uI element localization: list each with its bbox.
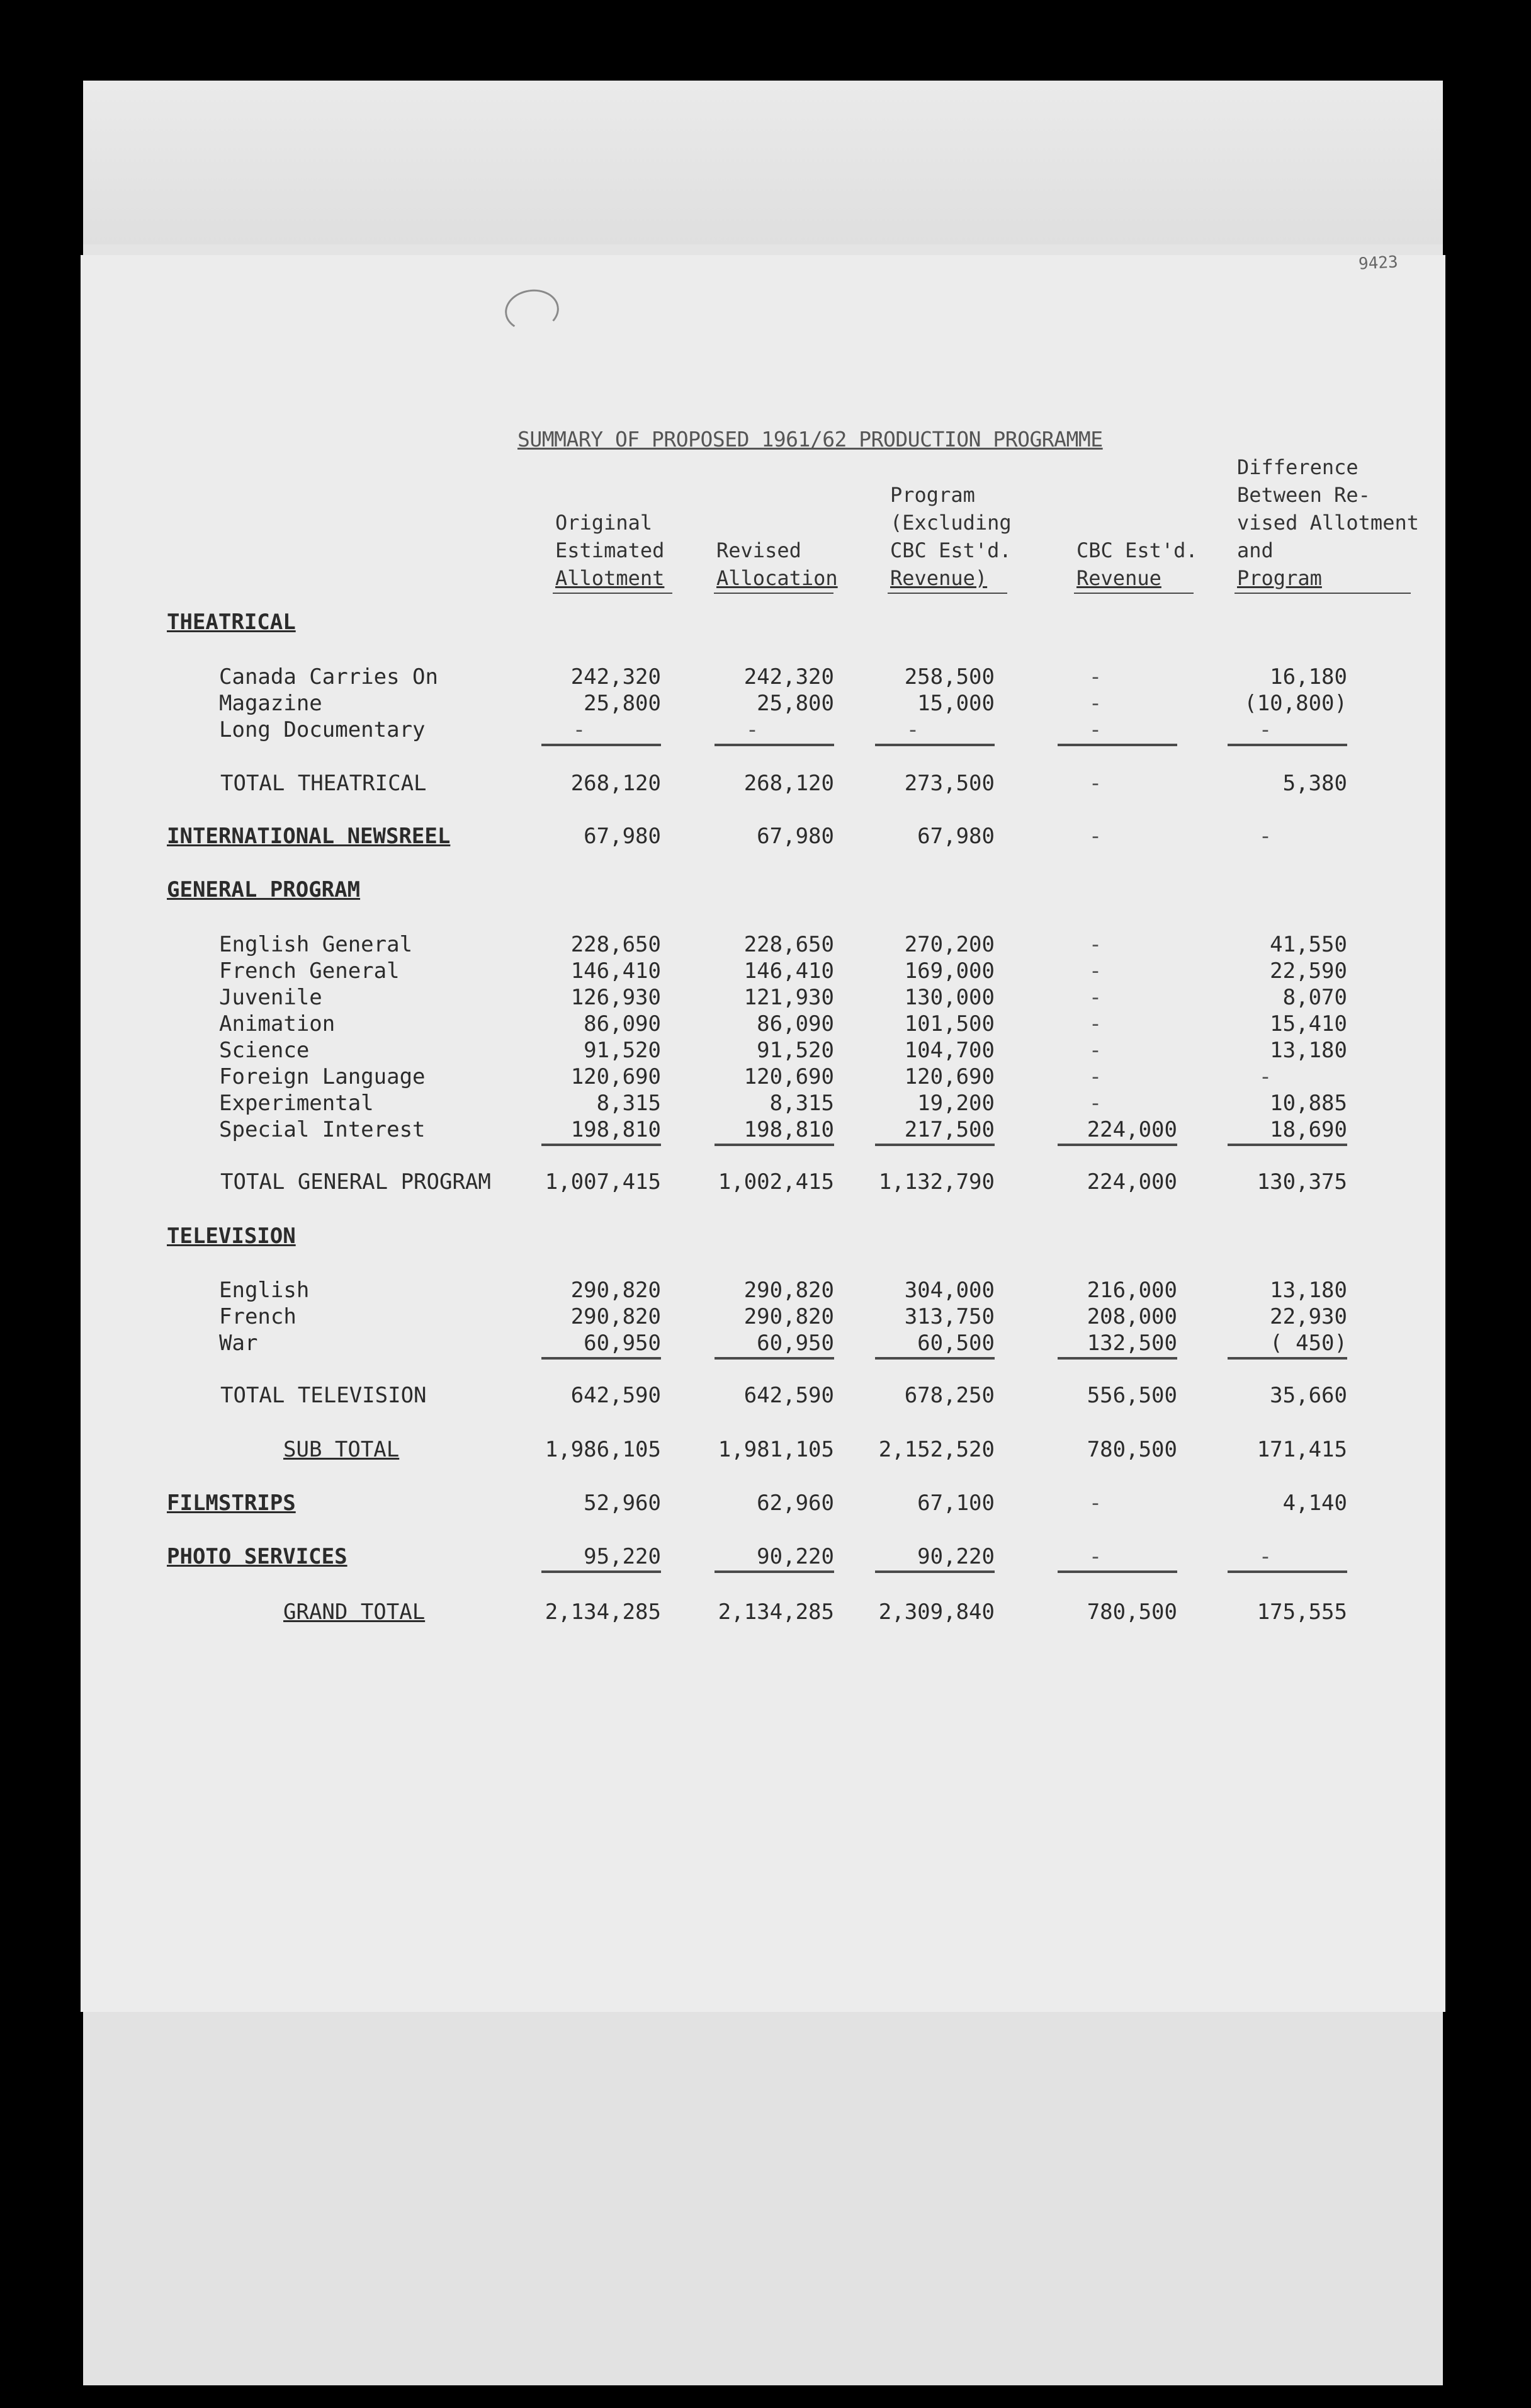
cell-value: 169,000	[904, 958, 995, 984]
row-label: Foreign Language	[219, 1064, 426, 1089]
cell-value: 678,250	[904, 1383, 995, 1408]
cell-value: 25,800	[584, 691, 661, 716]
subtotal-rule	[1058, 744, 1177, 746]
column-header-line: Difference	[1237, 455, 1359, 479]
cell-value: 126,930	[570, 985, 661, 1010]
cell-value: 242,320	[743, 664, 834, 690]
cell-value: 2,134,285	[545, 1599, 661, 1625]
cell-value: 198,810	[570, 1117, 661, 1142]
cell-value: 224,000	[1087, 1169, 1177, 1195]
cell-value: 290,820	[570, 1304, 661, 1329]
cell-value: 130,000	[904, 985, 995, 1010]
column-header-line: Program	[890, 483, 975, 507]
cell-value: 86,090	[757, 1011, 834, 1036]
cell-value: 270,200	[904, 932, 995, 957]
cell-value: 1,002,415	[718, 1169, 834, 1195]
subtotal-rule	[875, 744, 995, 746]
cell-value: 62,960	[757, 1491, 834, 1516]
cell-value: 15,410	[1270, 1011, 1347, 1036]
subtotal-rule	[715, 1357, 834, 1360]
cell-value: 91,520	[757, 1038, 834, 1063]
column-header-line: and	[1237, 538, 1274, 562]
cell-value: 60,950	[757, 1331, 834, 1356]
cell-value: 268,120	[743, 771, 834, 796]
column-header-rule	[553, 593, 672, 594]
cell-value: 120,690	[743, 1064, 834, 1089]
row-label: TOTAL THEATRICAL	[220, 771, 427, 796]
column-header-line: CBC Est'd.	[1076, 538, 1198, 562]
cell-value: 60,500	[917, 1331, 995, 1356]
cell-value: 242,320	[570, 664, 661, 690]
subtotal-rule	[541, 1357, 661, 1360]
cell-value: -	[1088, 1038, 1102, 1063]
cell-value: 90,220	[757, 1544, 834, 1569]
subtotal-rule	[875, 1357, 995, 1360]
row-label: INTERNATIONAL NEWSREEL	[167, 824, 451, 849]
row-label: THEATRICAL	[167, 610, 296, 635]
cell-value: -	[1088, 691, 1102, 716]
column-header-line: (Excluding	[890, 511, 1012, 535]
cell-value: (10,800)	[1244, 691, 1347, 716]
cell-value: -	[1258, 1544, 1272, 1569]
cell-value: -	[745, 717, 759, 742]
row-label: GRAND TOTAL	[283, 1599, 426, 1625]
row-label: TOTAL TELEVISION	[220, 1383, 427, 1408]
cell-value: 1,986,105	[545, 1437, 661, 1462]
cell-value: 67,980	[917, 824, 995, 849]
cell-value: 8,315	[769, 1091, 834, 1116]
subtotal-rule	[1228, 1570, 1347, 1573]
subtotal-rule	[1228, 1357, 1347, 1360]
cell-value: 175,555	[1257, 1599, 1347, 1625]
cell-value: 224,000	[1087, 1117, 1177, 1142]
cell-value: 4,140	[1282, 1491, 1347, 1516]
cell-value: 290,820	[743, 1278, 834, 1303]
cell-value: -	[1088, 824, 1102, 849]
cell-value: -	[1088, 664, 1102, 690]
cell-value: 60,950	[584, 1331, 661, 1356]
cell-value: 13,180	[1270, 1038, 1347, 1063]
cell-value: 35,660	[1270, 1383, 1347, 1408]
cell-value: 95,220	[584, 1544, 661, 1569]
document-title: SUMMARY OF PROPOSED 1961/62 PRODUCTION PROGRAMME	[517, 427, 1103, 451]
subtotal-rule	[1228, 1144, 1347, 1146]
cell-value: 52,960	[584, 1491, 661, 1516]
cell-value: 556,500	[1087, 1383, 1177, 1408]
cell-value: -	[1088, 1544, 1102, 1569]
subtotal-rule	[541, 1144, 661, 1146]
cell-value: 8,070	[1282, 985, 1347, 1010]
cell-value: 268,120	[570, 771, 661, 796]
column-header-line: Allocation	[716, 566, 838, 590]
row-label: Animation	[219, 1011, 336, 1036]
cell-value: -	[1088, 932, 1102, 957]
cell-value: 104,700	[904, 1038, 995, 1063]
column-header-line: Estimated	[555, 538, 665, 562]
column-header-1	[555, 509, 664, 592]
cell-value: 8,315	[596, 1091, 661, 1116]
cell-value: 101,500	[904, 1011, 995, 1036]
subtotal-rule	[1058, 1357, 1177, 1360]
cell-value: -	[1088, 1491, 1102, 1516]
column-header-rule	[1234, 593, 1411, 594]
row-label: TELEVISION	[167, 1224, 296, 1249]
cell-value: 198,810	[743, 1117, 834, 1142]
column-header-2	[716, 537, 838, 592]
cell-value: 171,415	[1257, 1437, 1347, 1462]
column-header-rule	[714, 593, 833, 594]
subtotal-rule	[715, 1144, 834, 1146]
subtotal-rule	[715, 744, 834, 746]
cell-value: ( 450)	[1270, 1331, 1347, 1356]
cell-value: 90,220	[917, 1544, 995, 1569]
cell-value: 132,500	[1087, 1331, 1177, 1356]
cell-value: 208,000	[1087, 1304, 1177, 1329]
subtotal-rule	[1058, 1570, 1177, 1573]
subtotal-rule	[875, 1144, 995, 1146]
row-label: GENERAL PROGRAM	[167, 877, 361, 902]
column-header-line: CBC Est'd.	[890, 538, 1012, 562]
cell-value: -	[1088, 1011, 1102, 1036]
row-label: Long Documentary	[219, 717, 426, 742]
cell-value: -	[1088, 771, 1102, 796]
column-header-4	[1076, 537, 1198, 592]
subtotal-rule	[875, 1570, 995, 1573]
row-label: English General	[219, 932, 413, 957]
row-label: PHOTO SERVICES	[167, 1544, 347, 1569]
row-label: Experimental	[219, 1091, 374, 1116]
cell-value: -	[1258, 824, 1272, 849]
row-label: Special Interest	[219, 1117, 426, 1142]
row-label: French General	[219, 958, 400, 984]
column-header-line: Revenue)	[890, 566, 988, 590]
cell-value: 217,500	[904, 1117, 995, 1142]
page-number: 9423	[1358, 253, 1399, 274]
cell-value: -	[1258, 717, 1272, 742]
cell-value: 780,500	[1087, 1437, 1177, 1462]
cell-value: 2,134,285	[718, 1599, 834, 1625]
cell-value: 313,750	[904, 1304, 995, 1329]
cell-value: -	[1088, 1091, 1102, 1116]
cell-value: 273,500	[904, 771, 995, 796]
subtotal-rule	[541, 1570, 661, 1573]
cell-value: 121,930	[743, 985, 834, 1010]
column-header-line: vised Allotment	[1237, 511, 1419, 535]
subtotal-rule	[1228, 744, 1347, 746]
cell-value: 304,000	[904, 1278, 995, 1303]
cell-value: 146,410	[743, 958, 834, 984]
row-label: Magazine	[219, 691, 322, 716]
row-label: French	[219, 1304, 297, 1329]
column-header-line: Revised	[716, 538, 801, 562]
cell-value: 13,180	[1270, 1278, 1347, 1303]
column-header-line: Original	[555, 511, 653, 535]
column-header-rule	[1074, 593, 1194, 594]
cell-value: -	[906, 717, 920, 742]
cell-value: -	[1088, 1064, 1102, 1089]
cell-value: 290,820	[743, 1304, 834, 1329]
cell-value: 10,885	[1270, 1091, 1347, 1116]
cell-value: 1,981,105	[718, 1437, 834, 1462]
cell-value: 642,590	[570, 1383, 661, 1408]
row-label: Juvenile	[219, 985, 322, 1010]
cell-value: 642,590	[743, 1383, 834, 1408]
cell-value: -	[1258, 1064, 1272, 1089]
cell-value: 290,820	[570, 1278, 661, 1303]
cell-value: -	[1088, 958, 1102, 984]
cell-value: 25,800	[757, 691, 834, 716]
cell-value: 67,100	[917, 1491, 995, 1516]
cell-value: 86,090	[584, 1011, 661, 1036]
cell-value: 130,375	[1257, 1169, 1347, 1195]
cell-value: -	[1088, 717, 1102, 742]
row-label: TOTAL GENERAL PROGRAM	[220, 1169, 491, 1195]
cell-value: 41,550	[1270, 932, 1347, 957]
cell-value: 1,007,415	[545, 1169, 661, 1195]
column-header-line: Between Re-	[1237, 483, 1370, 507]
cell-value: 258,500	[904, 664, 995, 690]
column-header-line: Revenue	[1076, 566, 1161, 590]
cell-value: 216,000	[1087, 1278, 1177, 1303]
cell-value: 22,590	[1270, 958, 1347, 984]
row-label: War	[219, 1331, 258, 1356]
cell-value: 16,180	[1270, 664, 1347, 690]
cell-value: 120,690	[570, 1064, 661, 1089]
cell-value: 5,380	[1282, 771, 1347, 796]
column-header-5	[1237, 453, 1419, 592]
row-label: SUB TOTAL	[283, 1437, 400, 1462]
subtotal-rule	[715, 1570, 834, 1573]
row-label: Science	[219, 1038, 310, 1063]
cell-value: -	[572, 717, 586, 742]
cell-value: 18,690	[1270, 1117, 1347, 1142]
cell-value: 146,410	[570, 958, 661, 984]
cell-value: 228,650	[743, 932, 834, 957]
cell-value: 15,000	[917, 691, 995, 716]
cell-value: 67,980	[757, 824, 834, 849]
subtotal-rule	[541, 744, 661, 746]
cell-value: -	[1088, 985, 1102, 1010]
cell-value: 780,500	[1087, 1599, 1177, 1625]
column-header-3	[890, 481, 1012, 592]
cell-value: 22,930	[1270, 1304, 1347, 1329]
cell-value: 67,980	[584, 824, 661, 849]
cell-value: 228,650	[570, 932, 661, 957]
column-header-line: Allotment	[555, 566, 665, 590]
cell-value: 19,200	[917, 1091, 995, 1116]
column-header-rule	[888, 593, 1007, 594]
back-sheet-bottom-strip	[83, 2006, 1443, 2385]
cell-value: 1,132,790	[878, 1169, 995, 1195]
cell-value: 91,520	[584, 1038, 661, 1063]
back-sheet-top-strip	[83, 81, 1443, 244]
cell-value: 2,309,840	[878, 1599, 995, 1625]
row-label: FILMSTRIPS	[167, 1491, 296, 1516]
cell-value: 120,690	[904, 1064, 995, 1089]
cell-value: 2,152,520	[878, 1437, 995, 1462]
row-label: Canada Carries On	[219, 664, 438, 690]
subtotal-rule	[1058, 1144, 1177, 1146]
column-header-line: Program	[1237, 566, 1322, 590]
row-label: English	[219, 1278, 310, 1303]
